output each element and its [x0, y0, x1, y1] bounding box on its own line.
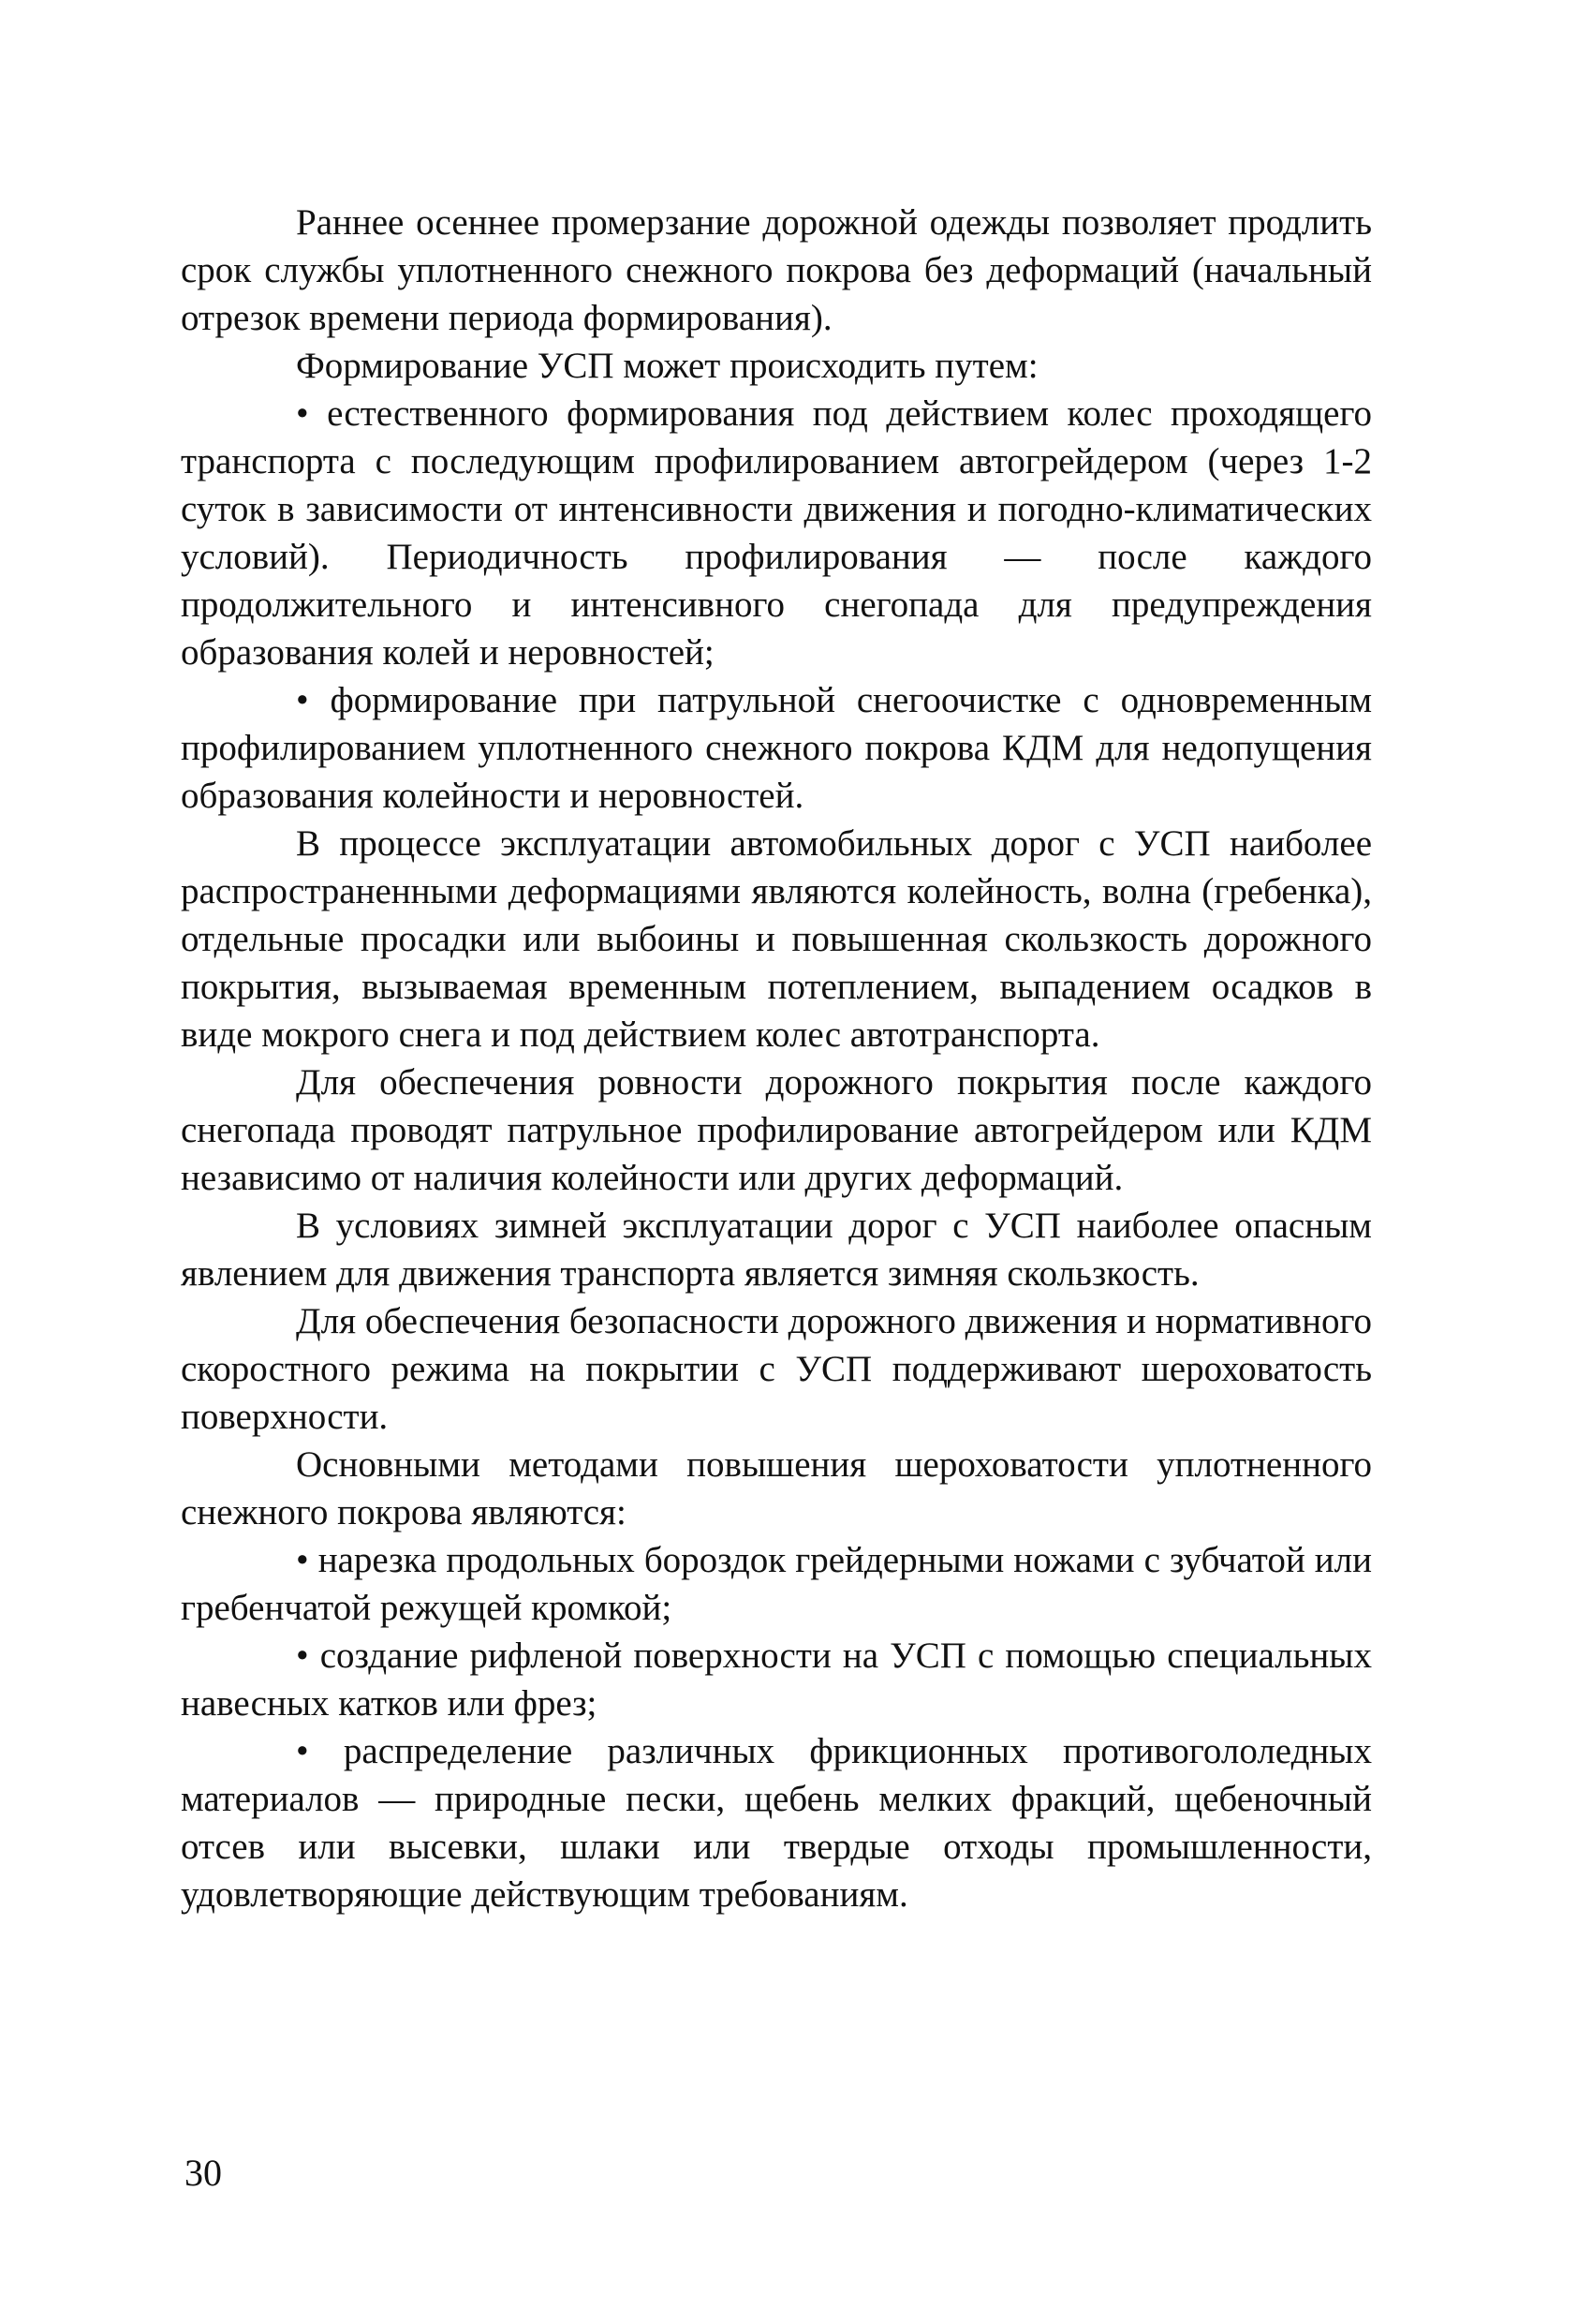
list-item-ribbed-surface: • создание рифленой поверхности на УСП с помощью специальных навесных катков или фрез; [181, 1636, 1372, 1724]
list-item-friction-materials: • распределение различных фрикционных противогололедных материалов — природные пески, щебень мелких фракций, щебеночный отсев или высевки, шлаки или твердые отходы промышленности, удовлетворяющие действующим требованиям. [181, 1731, 1372, 1915]
body-text [181, 199, 1372, 1918]
paragraph-methods-intro: Основными методами повышения шероховатости уплотненного снежного покрова являются: [181, 1444, 1372, 1532]
list-item-patrol-formation: • формирование при патрульной снегоочистке с одновременным профилированием уплотненного снежного покрова КДМ для недопущения образования колейности и неровностей. [181, 680, 1372, 816]
paragraph-deformations: В процессе эксплуатации автомобильных дорог с УСП наиболее распространенными деформациями являются колейность, волна (гребенка), отдельные просадки или выбоины и повышенная скользкость дорожного покрытия, вызываемая временным потеплением, выпадением осадков в виде мокрого снега и под действием колес автотранспорта. [181, 823, 1372, 1055]
paragraph-evenness: Для обеспечения ровности дорожного покрытия после каждого снегопада проводят патрульное профилирование автогрейдером или КДМ независимо от наличия колейности или других деформаций. [181, 1062, 1372, 1198]
page-number: 30 [184, 2152, 222, 2194]
paragraph-roughness: Для обеспечения безопасности дорожного движения и нормативного скоростного режима на покрытии с УСП поддерживают шероховатость поверхности. [181, 1301, 1372, 1437]
list-item-grooves: • нарезка продольных бороздок грейдерными ножами с зубчатой или гребенчатой режущей кромкой; [181, 1540, 1372, 1628]
paragraph-early-freezing: Раннее осеннее промерзание дорожной одежды позволяет продлить срок службы уплотненного снежного покрова без деформаций (начальный отрезок времени периода формирования). [181, 202, 1372, 338]
paragraph-formation-intro: Формирование УСП может происходить путем: [296, 346, 1039, 386]
list-item-natural-formation: • естественного формирования под действием колес проходящего транспорта с последующим профилированием автогрейдером (через 1-2 суток в зависимости от интенсивности движения и погодно-климатических условий). Периодичность профилирования — после каждого продолжительного и интенсивного снегопада для предупреждения образования колей и неровностей; [181, 393, 1372, 673]
paragraph-winter-slipperiness: В условиях зимней эксплуатации дорог с УСП наиболее опасным явлением для движения транспорта является зимняя скользкость. [181, 1206, 1372, 1294]
